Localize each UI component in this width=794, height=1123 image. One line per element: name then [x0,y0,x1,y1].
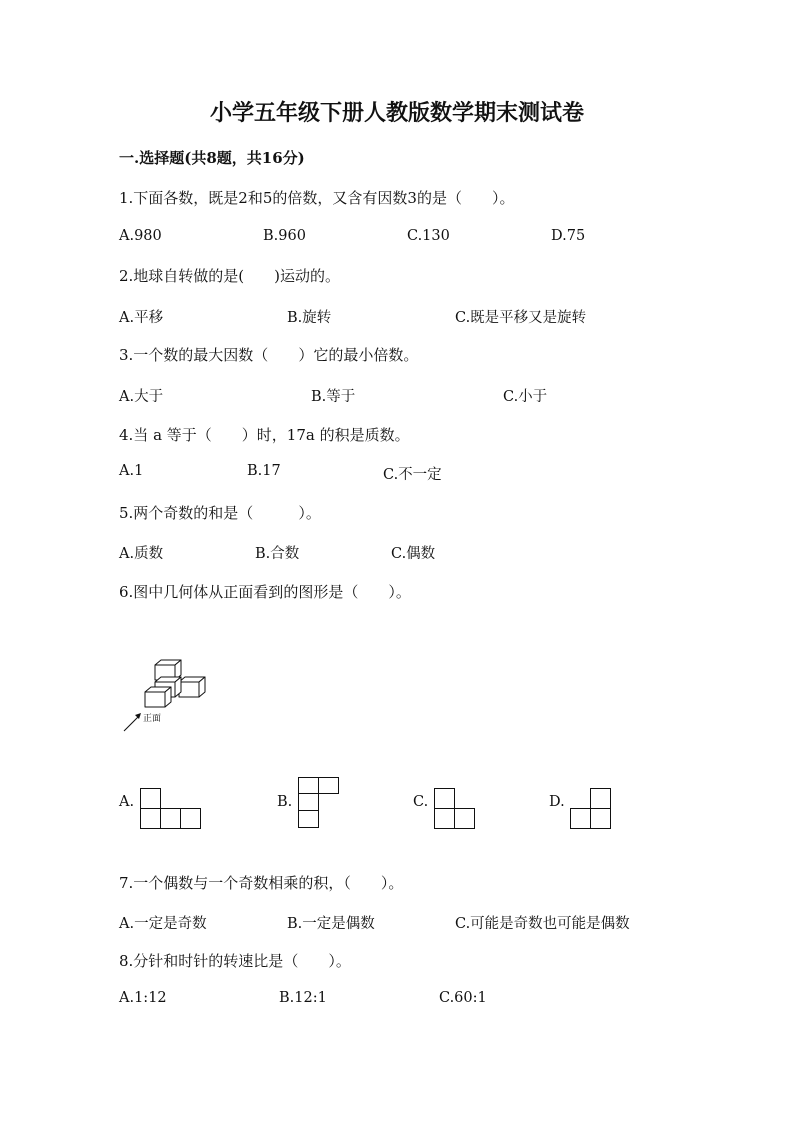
question-5-option-a[interactable]: A.质数 [119,546,164,562]
option-b-shape [298,777,340,829]
question-7-option-b[interactable]: B.一定是偶数 [287,916,375,932]
question-6-stem: 6.图中几何体从正面看到的图形是（ ）。 [119,583,411,601]
question-8-option-c[interactable]: C.60:1 [439,990,487,1006]
question-1-option-c[interactable]: C.130 [407,228,450,244]
cube-figure [118,655,218,737]
question-2-option-b[interactable]: B.旋转 [287,310,332,326]
question-4-option-b[interactable]: B.17 [247,463,281,479]
question-7-option-c[interactable]: C.可能是奇数也可能是偶数 [455,916,630,932]
question-1-option-a[interactable]: A.980 [119,228,162,244]
question-7-option-a[interactable]: A.一定是奇数 [119,916,207,932]
question-5-stem: 5.两个奇数的和是（ ）。 [119,504,321,522]
question-6-option-c[interactable]: C. [413,794,429,810]
question-3-option-b[interactable]: B.等于 [311,389,356,405]
question-2-option-c[interactable]: C.既是平移又是旋转 [455,310,587,326]
question-4-option-a[interactable]: A.1 [119,463,144,479]
question-4-option-c[interactable]: C.不一定 [383,467,442,483]
question-3-option-c[interactable]: C.小于 [503,389,548,405]
option-a-shape [140,788,204,830]
question-1-stem: 1.下面各数，既是2和5的倍数，又含有因数3的是（ ）。 [119,189,515,207]
question-8-option-a[interactable]: A.1:12 [119,990,167,1006]
question-3-option-a[interactable]: A.大于 [119,389,164,405]
question-8-option-b[interactable]: B.12:1 [279,990,327,1006]
figure-front-label: 正面 [143,714,162,724]
page-title: 小学五年级下册人教版数学期末测试卷 [209,100,584,126]
option-c-shape [434,788,478,830]
question-5-option-b[interactable]: B.合数 [255,546,300,562]
question-2-option-a[interactable]: A.平移 [119,310,164,326]
section-heading: 一.选择题(共8题，共16分) [119,149,305,167]
question-5-option-c[interactable]: C.偶数 [391,546,436,562]
question-3-stem: 3.一个数的最大因数（ ）它的最小倍数。 [119,346,419,364]
question-1-option-d[interactable]: D.75 [551,228,586,244]
question-4-stem: 4.当 a 等于（ ）时，17a 的积是质数。 [119,426,410,444]
question-6-option-d[interactable]: D. [549,794,565,810]
question-1-option-b[interactable]: B.960 [263,228,306,244]
question-6-option-a[interactable]: A. [119,794,135,810]
question-2-stem: 2.地球自转做的是( )运动的。 [119,267,341,285]
question-6-option-b[interactable]: B. [277,794,293,810]
option-d-shape [570,788,614,830]
question-8-stem: 8.分针和时针的转速比是（ ）。 [119,952,351,970]
question-7-stem: 7.一个偶数与一个奇数相乘的积，（ ）。 [119,874,404,892]
